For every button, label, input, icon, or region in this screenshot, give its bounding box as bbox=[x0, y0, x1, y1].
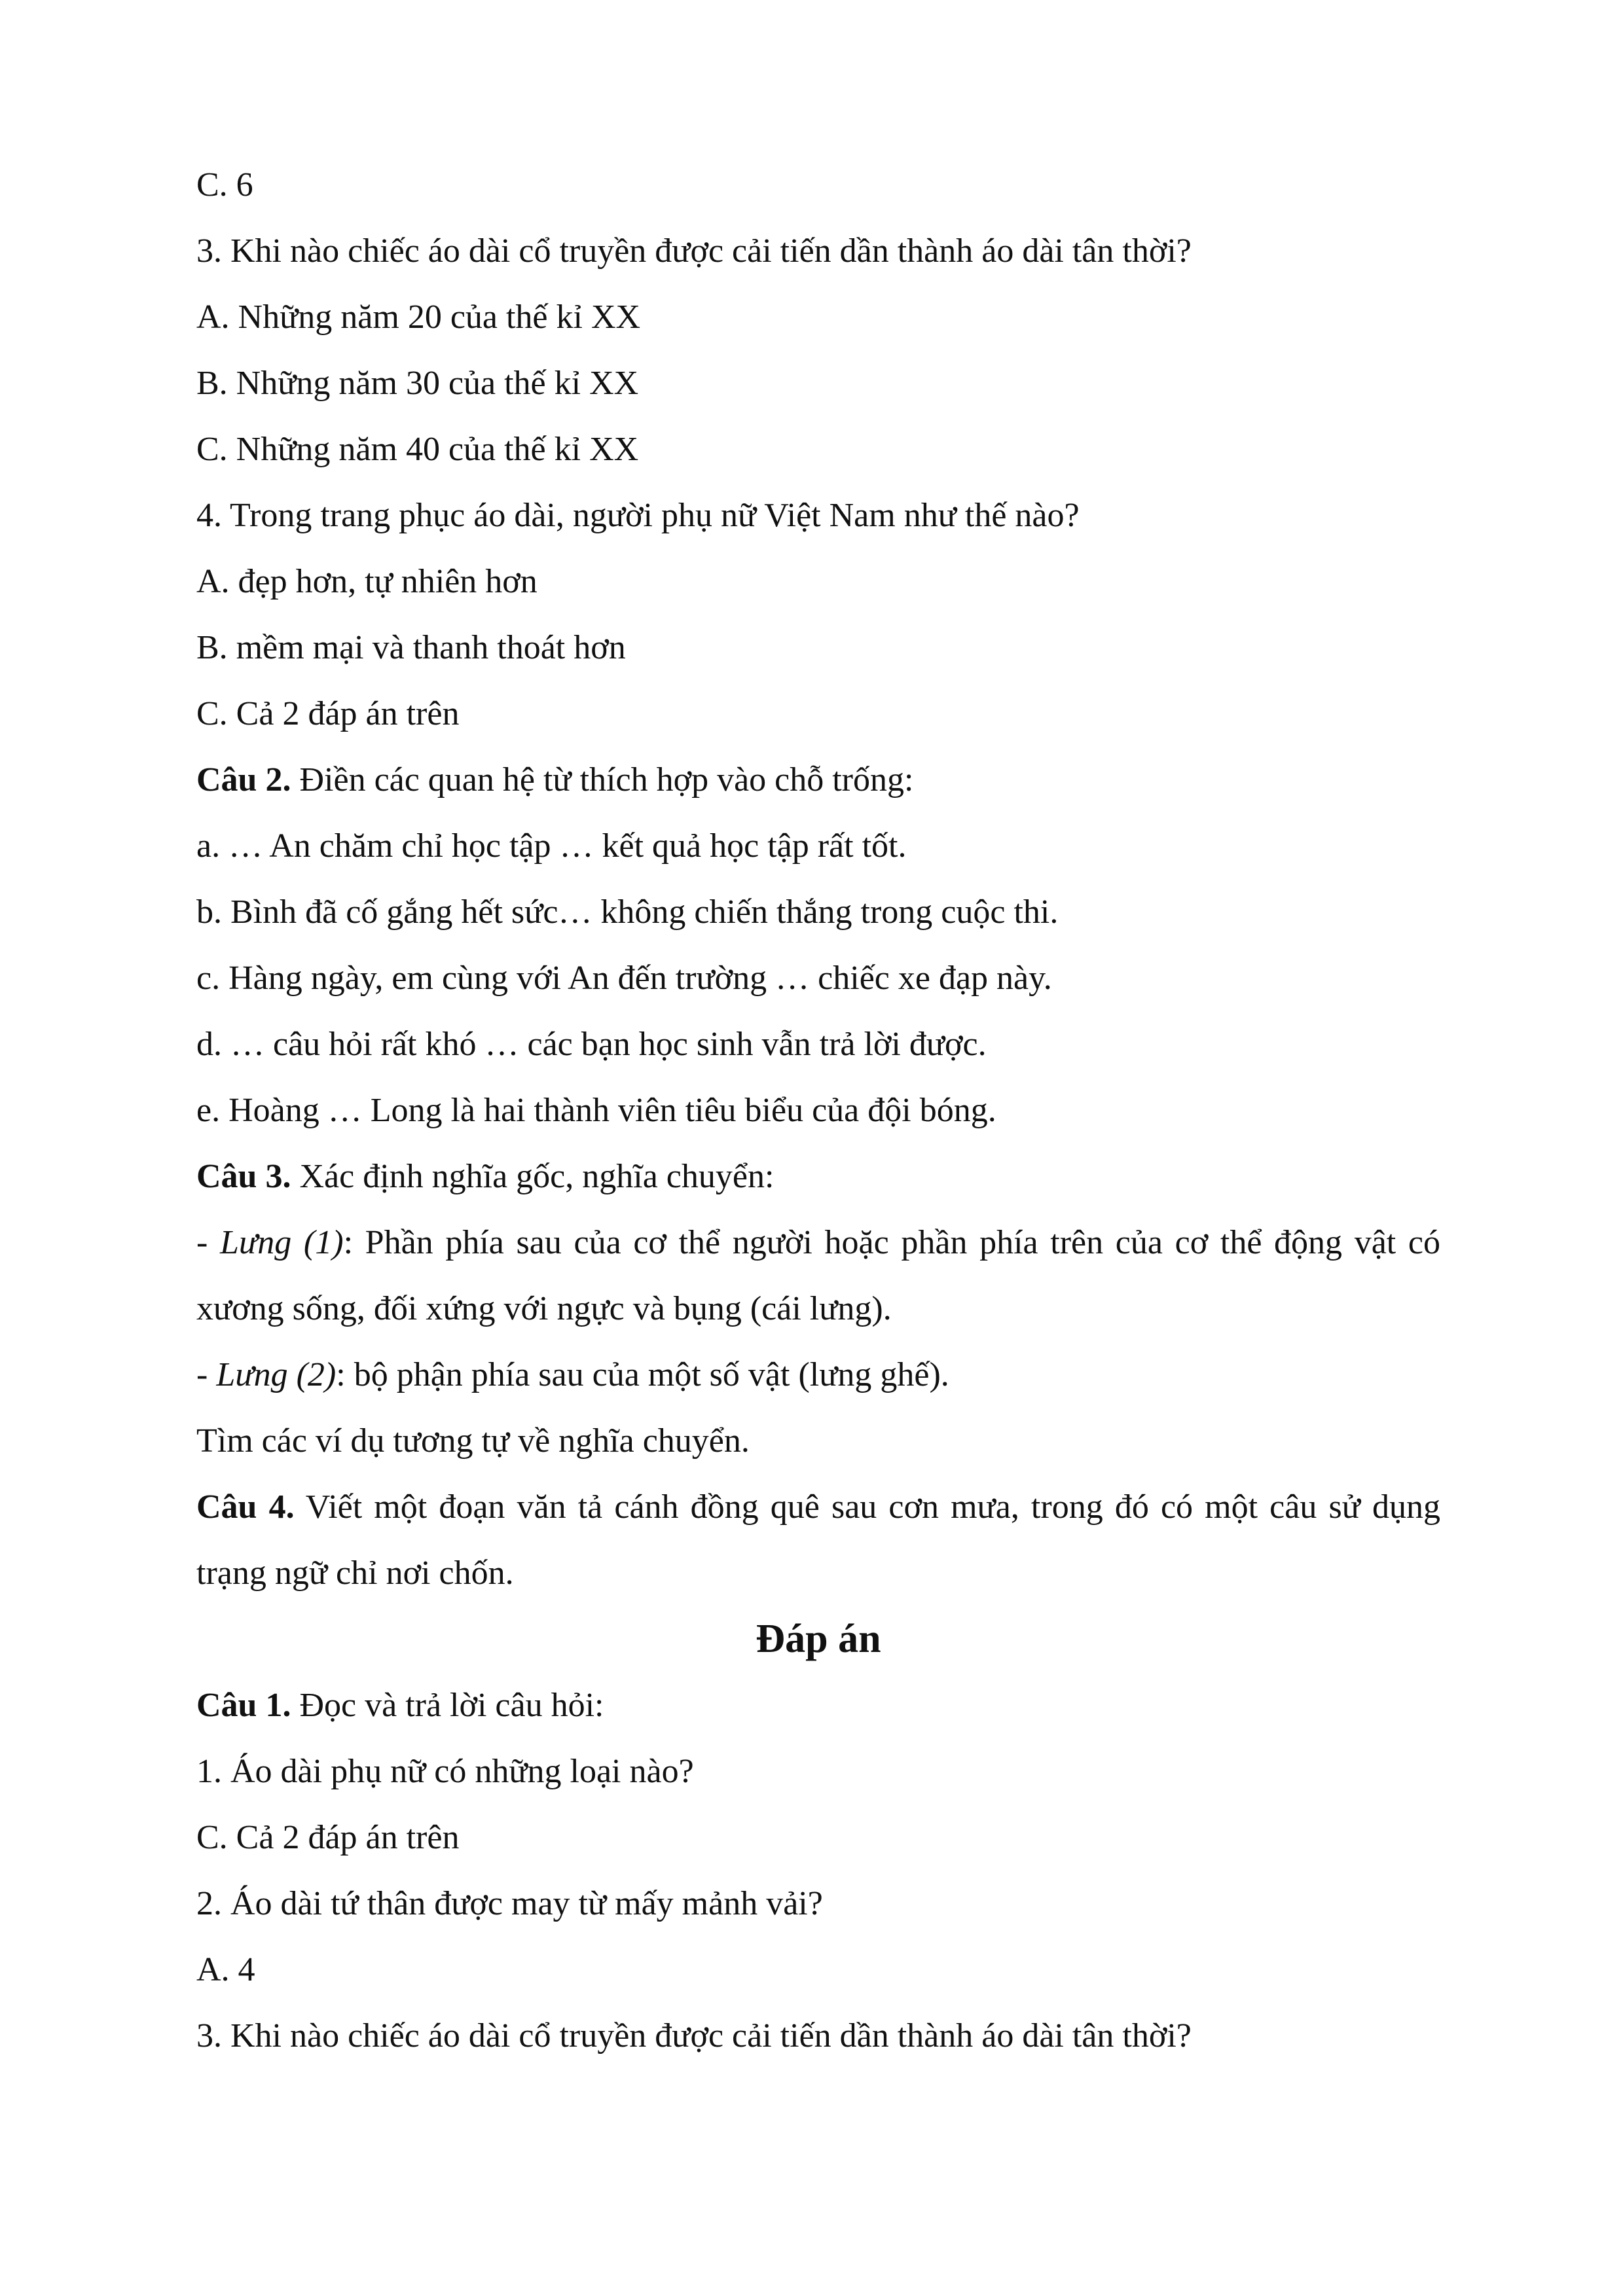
def2-text: : bộ phận phía sau của một số vật (lưng ghế). bbox=[336, 1356, 949, 1393]
answer-line: 3. Khi nào chiếc áo dài cổ truyền được cải tiến dần thành áo dài tân thời? bbox=[196, 2017, 1192, 2054]
cau2-prompt: Điền các quan hệ từ thích hợp vào chỗ trống: bbox=[291, 761, 914, 798]
def2-term: Lưng (2) bbox=[216, 1356, 337, 1393]
def1-term: Lưng (1) bbox=[219, 1224, 344, 1261]
q4-question: 4. Trong trang phục áo dài, người phụ nữ Việt Nam như thế nào? bbox=[196, 497, 1080, 534]
answers-cau1-heading bbox=[196, 1672, 1440, 1738]
def1-text: : Phần phía sau của cơ thể người hoặc phần phía trên của cơ thể động vật có xương sống, đối xứng với ngực và bụng (cái lưng). bbox=[196, 1224, 1440, 1327]
cau2-item-c: c. Hàng ngày, em cùng với An đến trường … chiếc xe đạp này. bbox=[196, 960, 1052, 997]
def1-prefix: - bbox=[196, 1224, 220, 1261]
q4-option-a: A. đẹp hơn, tự nhiên hơn bbox=[196, 563, 538, 600]
cau2-item-a: a. … An chăm chỉ học tập … kết quả học tập rất tốt. bbox=[196, 827, 907, 865]
q3-option-c: C. Những năm 40 của thế kỉ XX bbox=[196, 431, 639, 468]
cau2-item-d: d. … câu hỏi rất khó … các bạn học sinh vẫn trả lời được. bbox=[196, 1026, 987, 1063]
document-page bbox=[196, 152, 1440, 2069]
q1-option-c: C. 6 bbox=[196, 166, 253, 204]
answer-line: C. Cả 2 đáp án trên bbox=[196, 1819, 460, 1856]
cau2-item-b: b. Bình đã cố gắng hết sức… không chiến thắng trong cuộc thi. bbox=[196, 893, 1059, 931]
cau4-prompt: Viết một đoạn văn tả cánh đồng quê sau cơn mưa, trong đó có một câu sử dụng trạng ngữ chỉ nơi chốn. bbox=[196, 1488, 1440, 1592]
answers-cau1-prompt: Đọc và trả lời câu hỏi: bbox=[291, 1687, 604, 1724]
q4-option-b: B. mềm mại và thanh thoát hơn bbox=[196, 629, 626, 666]
cau3-definition-1 bbox=[196, 1210, 1440, 1342]
cau2-item-e: e. Hoàng … Long là hai thành viên tiêu biểu của đội bóng. bbox=[196, 1092, 996, 1129]
answer-line: 2. Áo dài tứ thân được may từ mấy mảnh vải? bbox=[196, 1885, 823, 1922]
cau3-task: Tìm các ví dụ tương tự về nghĩa chuyển. bbox=[196, 1422, 750, 1460]
q3-option-a: A. Những năm 20 của thế kỉ XX bbox=[196, 298, 641, 336]
cau3-label: Câu 3. bbox=[196, 1158, 291, 1195]
answer-line: 1. Áo dài phụ nữ có những loại nào? bbox=[196, 1753, 694, 1790]
cau4-label: Câu 4. bbox=[196, 1488, 295, 1526]
answers-heading: Đáp án bbox=[756, 1617, 881, 1661]
q4-option-c: C. Cả 2 đáp án trên bbox=[196, 695, 460, 732]
answers-cau1-label: Câu 1. bbox=[196, 1687, 291, 1724]
def2-prefix: - bbox=[196, 1356, 217, 1393]
q3-option-b: B. Những năm 30 của thế kỉ XX bbox=[196, 365, 639, 402]
cau3-prompt: Xác định nghĩa gốc, nghĩa chuyển: bbox=[291, 1158, 775, 1195]
q3-question: 3. Khi nào chiếc áo dài cổ truyền được cải tiến dần thành áo dài tân thời? bbox=[196, 232, 1192, 270]
cau3-heading bbox=[196, 1143, 1440, 1210]
cau2-label: Câu 2. bbox=[196, 761, 291, 798]
cau3-definition-2 bbox=[196, 1342, 1440, 1408]
answer-line: A. 4 bbox=[196, 1951, 255, 1988]
cau4-paragraph bbox=[196, 1474, 1440, 1606]
cau2-heading bbox=[196, 747, 1440, 813]
